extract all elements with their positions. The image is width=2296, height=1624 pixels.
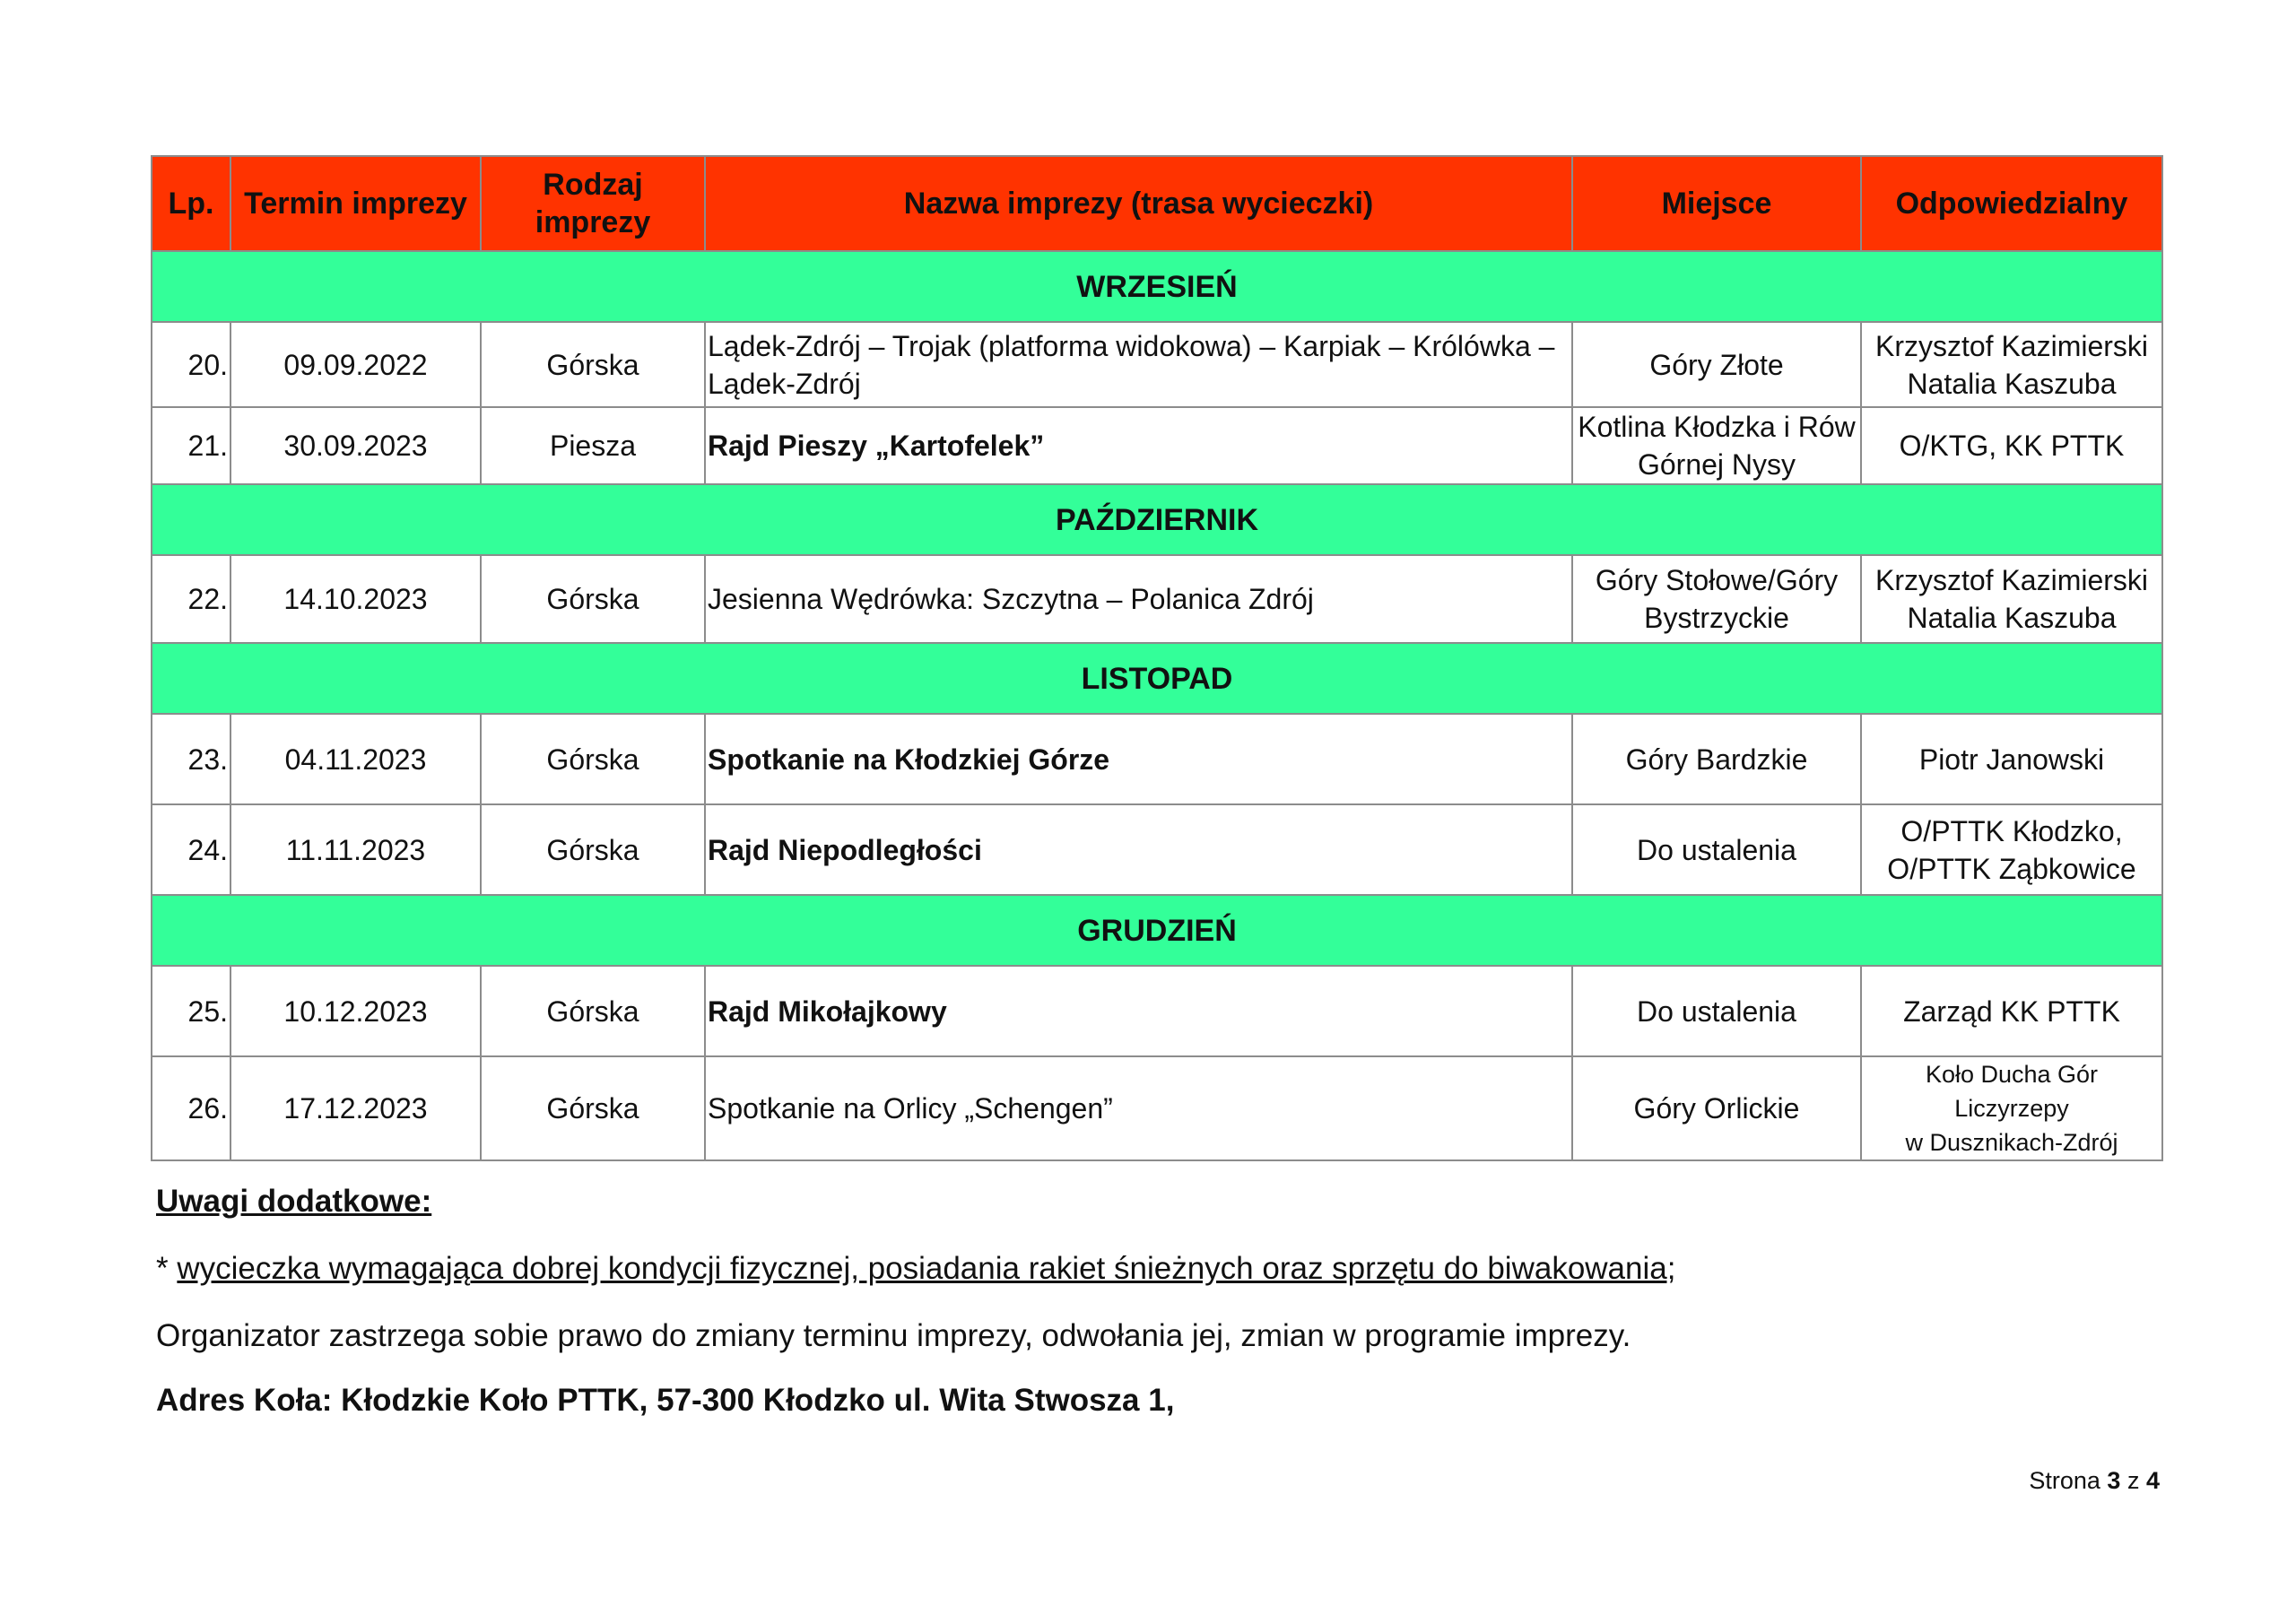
cell-type: Górska xyxy=(481,804,705,895)
month-label: PAŹDZIERNIK xyxy=(152,484,2162,555)
month-row xyxy=(152,643,2162,714)
responsible-line: w Dusznikach-Zdrój xyxy=(1905,1129,2118,1156)
requirements-text: wycieczka wymagająca dobrej kondycji fizycznej, posiadania rakiet śnieżnych oraz sprzętu do biwakowania; xyxy=(177,1251,1676,1286)
header-name: Nazwa imprezy (trasa wycieczki) xyxy=(705,156,1572,251)
cell-place: Góry Orlickie xyxy=(1572,1056,1861,1160)
cell-place: Góry Złote xyxy=(1572,322,1861,407)
cell-date: 09.09.2022 xyxy=(230,322,481,407)
cell-lp: 22. xyxy=(152,555,230,643)
header-type: Rodzaj imprezy xyxy=(481,156,705,251)
cell-name: Jesienna Wędrówka: Szczytna – Polanica Zdrój xyxy=(705,555,1572,643)
page-number xyxy=(2029,1467,2160,1495)
page-number-separator: z xyxy=(2120,1467,2146,1494)
cell-name: Rajd Mikołajkowy xyxy=(705,966,1572,1056)
cell-responsible xyxy=(1861,804,2162,895)
page-number-prefix: Strona xyxy=(2029,1467,2108,1494)
cell-place: Do ustalenia xyxy=(1572,804,1861,895)
cell-name: Lądek-Zdrój – Trojak (platforma widokowa) – Karpiak – Królówka – Lądek-Zdrój xyxy=(705,322,1572,407)
cell-responsible: Zarząd KK PTTK xyxy=(1861,966,2162,1056)
month-row xyxy=(152,895,2162,966)
cell-place xyxy=(1572,555,1861,643)
table-header-row xyxy=(152,156,2162,251)
cell-responsible xyxy=(1861,322,2162,407)
cell-responsible: Piotr Janowski xyxy=(1861,714,2162,804)
cell-lp: 26. xyxy=(152,1056,230,1160)
month-label: LISTOPAD xyxy=(152,643,2162,714)
month-row xyxy=(152,251,2162,322)
cell-type: Piesza xyxy=(481,407,705,484)
cell-name: Rajd Pieszy „Kartofelek” xyxy=(705,407,1572,484)
cell-date: 04.11.2023 xyxy=(230,714,481,804)
header-lp: Lp. xyxy=(152,156,230,251)
table-row xyxy=(152,804,2162,895)
place-line: Bystrzyckie xyxy=(1644,602,1789,634)
cell-place: Góry Bardzkie xyxy=(1572,714,1861,804)
cell-responsible xyxy=(1861,555,2162,643)
place-line: Góry Stołowe/Góry xyxy=(1595,564,1839,596)
place-line: Kotlina Kłodzka i Rów xyxy=(1578,411,1856,443)
cell-lp: 24. xyxy=(152,804,230,895)
asterisk-marker: * xyxy=(156,1251,178,1286)
header-date: Termin imprezy xyxy=(230,156,481,251)
cell-type: Górska xyxy=(481,714,705,804)
header-place: Miejsce xyxy=(1572,156,1861,251)
cell-lp: 23. xyxy=(152,714,230,804)
notes-title: Uwagi dodatkowe: xyxy=(156,1184,432,1219)
cell-type: Górska xyxy=(481,322,705,407)
table-row xyxy=(152,1056,2162,1160)
cell-name: Spotkanie na Kłodzkiej Górze xyxy=(705,714,1572,804)
cell-name: Spotkanie na Orlicy „Schengen” xyxy=(705,1056,1572,1160)
cell-type: Górska xyxy=(481,1056,705,1160)
responsible-line: O/PTTK Kłodzko, xyxy=(1900,814,2123,847)
cell-date: 17.12.2023 xyxy=(230,1056,481,1160)
responsible-line: Krzysztof Kazimierski xyxy=(1874,329,2149,362)
cell-responsible xyxy=(1861,1056,2162,1160)
place-line: Górnej Nysy xyxy=(1637,448,1796,481)
responsible-line: Natalia Kaszuba xyxy=(1907,367,2117,400)
cell-date: 14.10.2023 xyxy=(230,555,481,643)
cell-responsible: O/KTG, KK PTTK xyxy=(1861,407,2162,484)
cell-lp: 20. xyxy=(152,322,230,407)
schedule-table xyxy=(151,155,2163,1161)
cell-type: Górska xyxy=(481,966,705,1056)
responsible-line: Natalia Kaszuba xyxy=(1907,602,2117,634)
cell-date: 30.09.2023 xyxy=(230,407,481,484)
page-number-current: 3 xyxy=(2107,1467,2121,1494)
cell-lp: 25. xyxy=(152,966,230,1056)
cell-date: 10.12.2023 xyxy=(230,966,481,1056)
month-row xyxy=(152,484,2162,555)
cell-lp: 21. xyxy=(152,407,230,484)
responsible-line: O/PTTK Ząbkowice xyxy=(1887,852,2136,885)
notes-club-address: Adres Koła: Kłodzkie Koło PTTK, 57-300 Kłodzko ul. Wita Stwosza 1, xyxy=(156,1383,1175,1418)
cell-place: Do ustalenia xyxy=(1572,966,1861,1056)
page-number-total: 4 xyxy=(2145,1467,2160,1494)
table-row xyxy=(152,714,2162,804)
responsible-line: Koło Ducha Gór Liczyrzepy xyxy=(1925,1061,2099,1122)
notes-organizer-disclaimer: Organizator zastrzega sobie prawo do zmiany terminu imprezy, odwołania jej, zmian w programie imprezy. xyxy=(156,1318,1631,1353)
table-row xyxy=(152,966,2162,1056)
table-row xyxy=(152,322,2162,407)
responsible-line: Krzysztof Kazimierski xyxy=(1874,564,2149,596)
table-row xyxy=(152,407,2162,484)
month-label: GRUDZIEŃ xyxy=(152,895,2162,966)
cell-type: Górska xyxy=(481,555,705,643)
cell-place xyxy=(1572,407,1861,484)
month-label: WRZESIEŃ xyxy=(152,251,2162,322)
table-row xyxy=(152,555,2162,643)
cell-date: 11.11.2023 xyxy=(230,804,481,895)
notes-requirements xyxy=(156,1251,1675,1287)
cell-name: Rajd Niepodległości xyxy=(705,804,1572,895)
header-responsible: Odpowiedzialny xyxy=(1861,156,2162,251)
